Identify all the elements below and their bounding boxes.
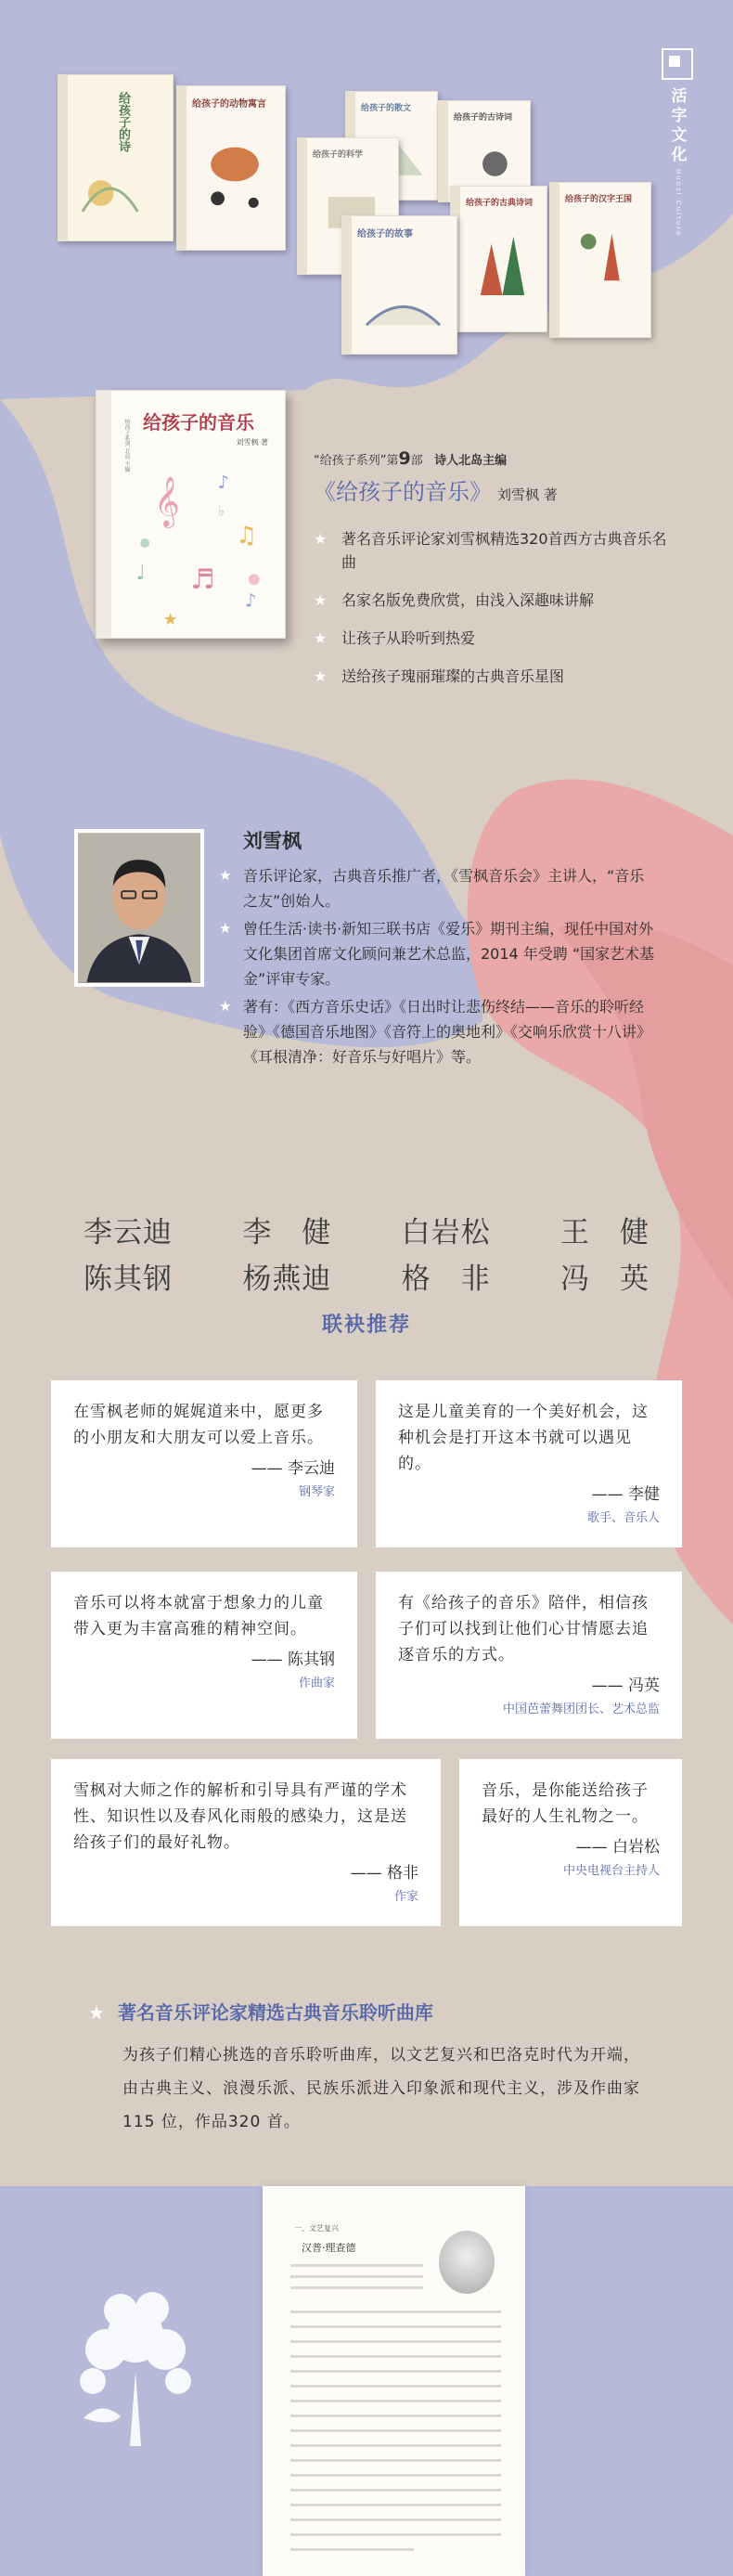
quote-author: —— 白岩松 (575, 1838, 660, 1857)
text-line (290, 2340, 501, 2343)
quote-card (51, 1380, 357, 1547)
star-icon: ★ (88, 2001, 105, 2024)
text-line (290, 2444, 501, 2447)
text-line (290, 2385, 501, 2388)
quote-role: 歌手、音乐人 (586, 1511, 660, 1525)
series-book-title: 给孩子的古诗词 (454, 113, 513, 123)
series-book-title: 给孩子的诗 (116, 92, 130, 152)
text-line (290, 2311, 501, 2313)
quote-role: 中国芭蕾舞团团长、艺术总监 (502, 1702, 660, 1716)
book-title-text: 《给孩子的音乐》 (314, 479, 492, 505)
recommender-name: 杨燕迪 (242, 1262, 332, 1296)
text-line (290, 2264, 423, 2267)
bio-item: ★ 音乐评论家，古典音乐推广者，《雪枫音乐会》主讲人，“音乐之友”创始人。 (219, 863, 655, 913)
quote-card (459, 1759, 682, 1926)
text-line (290, 2518, 501, 2521)
svg-text:★: ★ (162, 611, 178, 630)
author-name: 刘雪枫 (243, 830, 302, 852)
sample-chapter: 一、文艺复兴 (294, 2224, 339, 2233)
series-book-title: 给孩子的汉字王国 (565, 195, 633, 204)
quote-role: 作曲家 (298, 1676, 335, 1690)
recommender-name: 李 健 (242, 1216, 332, 1249)
glyph-illustration-icon (565, 218, 643, 304)
series-suffix: 部 (410, 454, 423, 468)
series-book (176, 85, 286, 251)
text-line (290, 2429, 501, 2432)
quote-role: 中央电视台主持人 (562, 1864, 660, 1878)
svg-text:♩: ♩ (135, 562, 146, 586)
series-book-title: 给孩子的散文 (361, 104, 412, 113)
quote-text: 这是儿童美育的一个美好机会，这种机会是打开这本书就可以遇见的。 (398, 1403, 649, 1473)
recommender-row (84, 1255, 649, 1297)
quote-author: —— 格非 (350, 1864, 418, 1883)
publisher-name: 活字文化 (667, 87, 687, 165)
quote-text: 雪枫对大师之作的解析和引导具有严谨的学术性、知识性以及春风化雨般的感染力，这是送给孩子们的最好礼物。 (73, 1781, 407, 1852)
feature-item: ★ 让孩子从聆听到热爱 (314, 627, 675, 650)
quote-text: 音乐可以将本就富于想象力的儿童带入更为丰富高雅的精神空间。 (73, 1594, 324, 1638)
svg-text:♭: ♭ (217, 501, 225, 520)
quote-card (376, 1572, 682, 1739)
recommender-name: 格 非 (401, 1262, 491, 1296)
series-book-title: 给孩子的故事 (357, 229, 413, 239)
text-line (290, 2325, 501, 2328)
recommender-row (84, 1209, 649, 1250)
publisher-logo (659, 48, 696, 240)
svg-text:♪: ♪ (217, 472, 230, 494)
recommend-heading: 联袂推荐 (321, 1314, 411, 1337)
svg-text:♫: ♫ (236, 522, 258, 550)
series-editor: 诗人北岛主编 (434, 454, 508, 468)
quote-card (376, 1380, 682, 1547)
music-notes-illustration-icon (117, 452, 282, 634)
text-line (290, 2533, 501, 2536)
sample-composer: 汉普·理查德 (302, 2242, 356, 2254)
section-body: 为孩子们精心挑选的音乐聆听曲库，以文艺复兴和巴洛克时代为开端，由古典主义、浪漫乐派、民族乐派进入印象派和现代主义，涉及作曲家115 位，作品320 首。 (122, 2046, 640, 2131)
bio-item: ★ 著有：《西方音乐史话》《日出时让悲伤终结——音乐的聆听经验》《德国音乐地图》《音符上的奥地利》《交响乐欣赏十八讲》《耳根清净：好音乐与好唱片》等。 (219, 994, 655, 1069)
feature-item: ★ 名家名版免费欣赏，由浅入深趣味讲解 (314, 589, 675, 612)
quote-role: 作家 (393, 1890, 418, 1904)
text-line (290, 2286, 423, 2289)
section-heading (88, 1998, 433, 2025)
quote-text: 有《给孩子的音乐》陪伴，相信孩子们可以找到让他们心甘情愿去追逐音乐的方式。 (398, 1594, 649, 1664)
svg-text:♬: ♬ (190, 563, 215, 595)
logo-square-icon (662, 48, 693, 80)
quote-author: —— 李健 (591, 1485, 660, 1504)
feature-item: ★ 著名音乐评论家刘雪枫精选320首西方古典音乐名曲 (314, 527, 675, 574)
hero-book-title: 给孩子的音乐 (143, 411, 254, 434)
hero-book-spine-text: 给孩子系列 北岛 主编 (123, 419, 130, 472)
recommender-name: 陈其钢 (84, 1262, 173, 1296)
open-book-illustration-icon (357, 252, 449, 343)
quote-card (51, 1572, 357, 1739)
svg-text:𝄞: 𝄞 (154, 475, 180, 527)
series-book-title: 给孩子的动物寓言 (192, 99, 266, 110)
bio-item: ★ 曾任生活·读书·新知三联书店《爱乐》期刊主编，现任中国对外文化集团首席文化顾问兼艺术总监，2014 年受聘 “国家艺术基金”评审专家。 (219, 916, 655, 991)
animal-illustration-icon (192, 122, 277, 224)
series-book (450, 186, 547, 332)
quote-role: 钢琴家 (298, 1485, 335, 1499)
series-prefix: “给孩子系列”第 (314, 454, 399, 468)
illustration-icon (454, 136, 522, 191)
series-book-title: 给孩子的科学 (313, 150, 364, 160)
recommender-name: 王 健 (559, 1216, 649, 1249)
text-line (290, 2548, 414, 2551)
text-line (290, 2459, 501, 2462)
text-line (290, 2275, 423, 2278)
author-portrait (74, 829, 204, 987)
text-line (290, 2355, 501, 2358)
series-book (549, 182, 651, 338)
text-line (290, 2400, 501, 2402)
composer-portrait-icon (439, 2231, 495, 2294)
series-book (341, 215, 457, 355)
text-line (290, 2370, 501, 2373)
illustration-icon (73, 110, 165, 221)
book-title (314, 473, 558, 506)
text-line (290, 2489, 501, 2492)
recommender-name: 冯 英 (559, 1262, 649, 1296)
text-line (290, 2474, 501, 2477)
feature-list (314, 527, 675, 703)
author-bio (219, 863, 655, 1072)
section-heading-text: 著名音乐评论家精选古典音乐聆听曲库 (117, 2001, 433, 2024)
text-line (290, 2504, 501, 2506)
series-book-title: 给孩子的古典诗词 (466, 199, 534, 208)
tree-illustration-icon (56, 2260, 213, 2446)
hero-book-author: 刘雪枫 著 (236, 438, 268, 447)
publisher-name-en: Huozi Culture (675, 169, 682, 238)
quote-text: 音乐，是你能送给孩子最好的人生礼物之一。 (482, 1781, 649, 1826)
recommender-name: 李云迪 (84, 1216, 173, 1249)
quote-author: —— 李云迪 (251, 1459, 335, 1478)
recommender-name: 白岩松 (401, 1216, 491, 1249)
sample-page (263, 2186, 525, 2576)
svg-text:♪: ♪ (245, 589, 257, 612)
hero-book-cover (96, 390, 286, 639)
quote-author: —— 陈其钢 (251, 1650, 335, 1669)
quote-author: —— 冯英 (591, 1676, 660, 1695)
trees-illustration-icon (466, 222, 539, 303)
series-line (314, 448, 507, 469)
author-photo-icon (78, 833, 200, 983)
feature-item: ★ 送给孩子瑰丽璀璨的古典音乐星图 (314, 665, 675, 688)
text-line (290, 2414, 501, 2417)
book-author: 刘雪枫 著 (497, 486, 558, 503)
series-number: 9 (398, 448, 411, 469)
quote-card (51, 1759, 441, 1926)
series-book (58, 74, 174, 241)
quote-text: 在雪枫老师的娓娓道来中，愿更多的小朋友和大朋友可以爱上音乐。 (73, 1403, 324, 1447)
